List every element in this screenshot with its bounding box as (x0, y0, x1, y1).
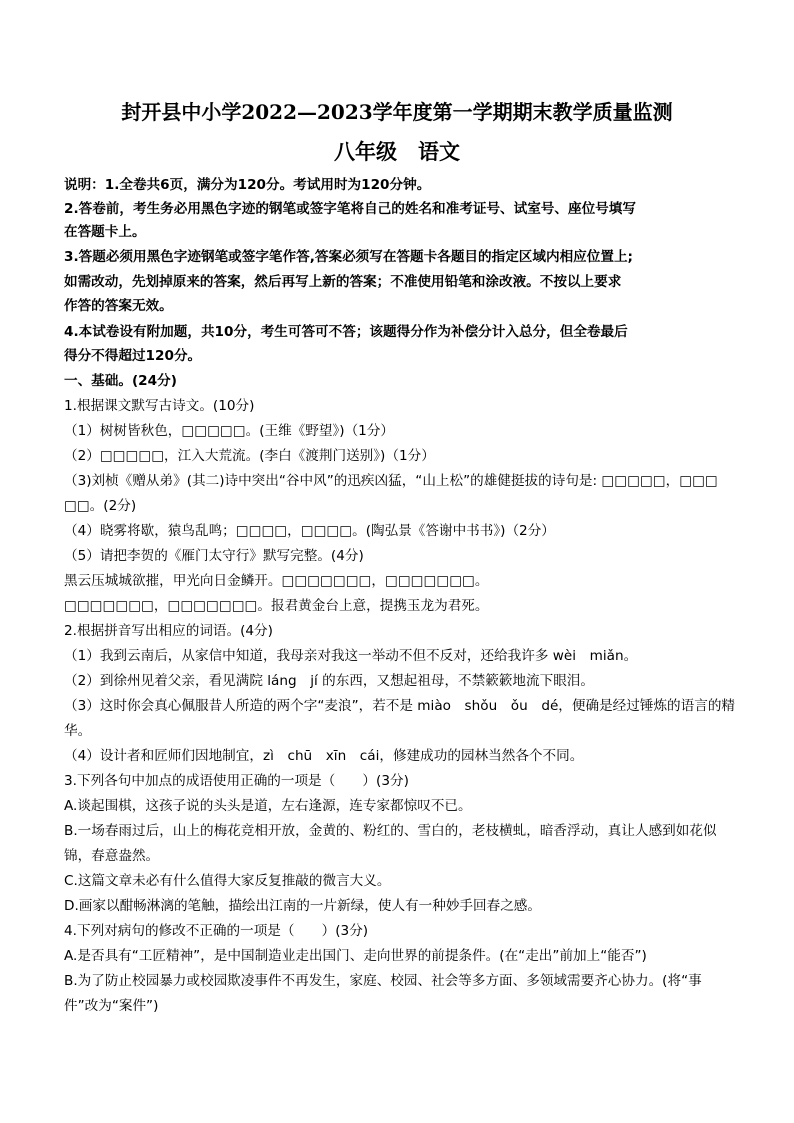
question-line: （5）请把李贺的《雁门太守行》默写完整。(4分) (64, 548, 364, 564)
option-line: 锦，春意盎然。 (64, 848, 160, 864)
option-line: C.这篇文章未必有什么值得大家反复推敲的微言大义。 (64, 873, 391, 889)
question-line: （2）到徐州见着父亲，看见满院 láng jí 的东西，又想起祖母，不禁簌簌地流下眼泪。 (64, 673, 594, 689)
instruction-line: 如需改动，先划掉原来的答案，然后再写上新的答案；不准使用铅笔和涂改液。不按以上要求 (64, 274, 622, 290)
exam-title: 封开县中小学2022—2023学年度第一学期期末教学质量监测 (121, 100, 673, 124)
question-line: 2.根据拼音写出相应的词语。(4分) (64, 623, 273, 639)
option-line: A.是否具有“工匠精神”，是中国制造业走出国门、走向世界的前提条件。(在“走出”前加上“能否”) (64, 948, 647, 964)
question-line: （3）这时你会真心佩服昔人所造的两个字“麦浪”，若不是 miào shǒu ǒu dé，便确是经过锤炼的语言的精 (64, 698, 736, 714)
option-line: B.一场春雨过后，山上的梅花竞相开放，金黄的、粉红的、雪白的，老枝横虬，暗香浮动，真让人感到如花似 (64, 823, 717, 839)
question-line: （1）我到云南后，从家信中知道，我母亲对我这一举动不但不反对，还给我许多 wèi miǎn。 (64, 648, 638, 664)
question-line: 黑云压城城欲摧，甲光向日金鳞开。□□□□□□□，□□□□□□□。 (64, 573, 489, 589)
question-line: （1）树树皆秋色，□□□□□。(王维《野望》)（1分） (64, 423, 395, 439)
question-line: 1.根据课文默写古诗文。(10分) (64, 398, 255, 414)
question-line: 华。 (64, 723, 92, 739)
question-line: （4）设计者和匠师们因地制宜，zì chū xīn cái，修建成功的园林当然各个不同。 (64, 748, 584, 764)
question-line: □□□□□□□，□□□□□□□。报君黄金台上意，提携玉龙为君死。 (64, 598, 489, 614)
option-line: 件”改为“案件”) (64, 998, 159, 1014)
question-line: 3.下列各句中加点的成语使用正确的一项是（ ）(3分) (64, 773, 409, 789)
instruction-line: 说明：1.全卷共6页，满分为120分。考试用时为120分钟。 (64, 177, 431, 193)
exam-subtitle: 八年级 语文 (334, 139, 460, 164)
question-line: （3)刘桢《赠从弟》(其二)诗中突出“谷中风”的迅疾凶猛，“山上松”的雄健挺拔的诗句是: □□□□□，□□□ (64, 473, 718, 489)
instruction-line: 作答的答案无效。 (64, 298, 173, 314)
section-heading: 一、基础。(24分) (64, 373, 177, 389)
instruction-line: 2.答卷前，考生务必用黑色字迹的钢笔或签字笔将自己的姓名和准考证号、试室号、座位号填写 (64, 201, 636, 217)
instruction-line: 得分不得超过120分。 (64, 348, 202, 364)
question-line: □□。(2分) (64, 498, 137, 514)
question-line: （4）晓雾将歇，猿鸟乱鸣；□□□□，□□□□。(陶弘景《答谢中书书》)（2分） (64, 523, 555, 539)
option-line: D.画家以酣畅淋漓的笔触，描绘出江南的一片新绿，使人有一种妙手回春之感。 (64, 898, 541, 914)
option-line: A.谈起围棋，这孩子说的头头是道，左右逢源，连专家都惊叹不已。 (64, 798, 472, 814)
question-line: 4.下列对病句的修改不正确的一项是（ ）(3分) (64, 923, 369, 939)
instruction-line: 3.答题必须用黑色字迹钢笔或签字笔作答,答案必须写在答题卡各题目的指定区域内相应位置上; (64, 249, 633, 265)
option-line: B.为了防止校园暴力或校园欺凌事件不再发生，家庭、校园、社会等多方面、多领域需要齐心协力。(将“事 (64, 973, 702, 989)
question-line: （2）□□□□□，江入大荒流。(李白《渡荆门送别》)（1分） (64, 448, 435, 464)
instruction-line: 在答题卡上。 (64, 224, 146, 240)
instruction-line: 4.本试卷设有附加题，共10分，考生可答可不答；该题得分作为补偿分计入总分，但全卷最后 (64, 324, 628, 340)
